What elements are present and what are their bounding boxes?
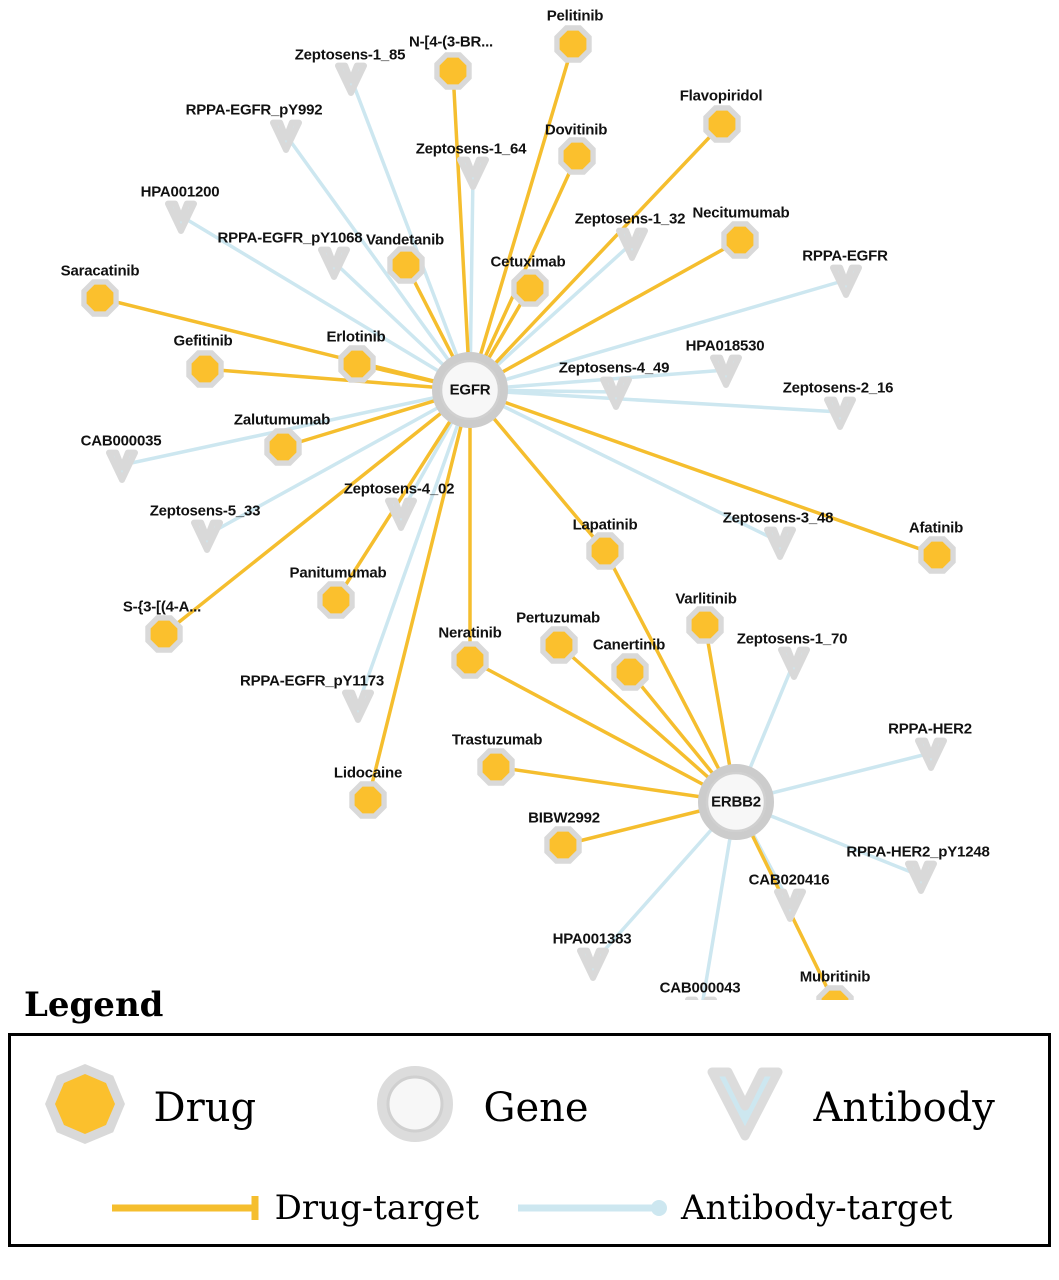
drug-node-label: Neratinib xyxy=(438,624,502,642)
antibody-node[interactable] xyxy=(603,380,629,407)
antibody-node-label: Zeptosens-4_49 xyxy=(558,359,670,377)
drug-node-label: Pelitinib xyxy=(546,7,604,25)
drug-node-label: Zalutumumab xyxy=(233,411,331,429)
antibody-node-label: Zeptosens-1_70 xyxy=(736,630,848,648)
antibody-node[interactable] xyxy=(388,501,414,528)
drug-node[interactable] xyxy=(148,618,179,649)
drug-node[interactable] xyxy=(921,539,952,570)
drug-node-label: Canertinib xyxy=(592,636,666,654)
gene-node-icon xyxy=(360,1058,470,1158)
drug-node[interactable] xyxy=(724,224,755,255)
antibody-node[interactable] xyxy=(168,204,194,231)
drug-node-label: Vandetanib xyxy=(365,231,445,249)
drug-node-label: Necitumumab xyxy=(692,204,790,222)
drug-node-label: BIBW2992 xyxy=(528,809,600,827)
drug-node-label: Lidocaine xyxy=(333,764,403,782)
drug-node-label: Cetuximab xyxy=(490,253,566,271)
antibody-node[interactable] xyxy=(713,358,739,385)
drug-node-label: Dovitinib xyxy=(544,121,608,139)
legend-label-antibody-target: Antibody-target xyxy=(680,1188,953,1228)
antibody-node-label: HPA001383 xyxy=(552,930,632,948)
antibody-node[interactable] xyxy=(833,268,859,295)
legend-label-drug-target: Drug-target xyxy=(274,1188,479,1228)
antibody-node[interactable] xyxy=(460,160,486,187)
antibody-node-icon xyxy=(690,1058,800,1158)
antibody-node[interactable] xyxy=(345,693,371,720)
antibody-node-label: HPA018530 xyxy=(685,337,765,355)
drug-node-label: Flavopiridol xyxy=(679,87,763,105)
drug-node-label: Mubritinib xyxy=(799,968,871,986)
antibody-node[interactable] xyxy=(827,400,853,427)
antibody-node-label: Zeptosens-2_16 xyxy=(782,379,894,397)
antibody-node[interactable] xyxy=(918,741,944,768)
legend-item-antibody xyxy=(690,1058,1030,1158)
legend-title: Legend xyxy=(24,985,164,1025)
drug-node[interactable] xyxy=(561,140,592,171)
antibody-node-label: RPPA-HER2_pY1248 xyxy=(846,843,990,861)
drug-node-label: Panitumumab xyxy=(289,564,387,582)
antibody-node-label: Zeptosens-1_32 xyxy=(574,210,686,228)
legend-label-gene: Gene xyxy=(483,1085,589,1131)
antibody-node[interactable] xyxy=(194,523,220,550)
antibody-node-label: RPPA-EGFR_pY1173 xyxy=(239,672,385,690)
drug-node[interactable] xyxy=(437,55,468,86)
legend-edge-row xyxy=(11,1188,1048,1228)
drug-node-label: N-[4-(3-BR... xyxy=(408,33,494,51)
antibody-node-label: CAB020416 xyxy=(748,871,830,889)
drug-node[interactable] xyxy=(589,535,620,566)
antibody-node-label: Zeptosens-1_64 xyxy=(415,140,527,158)
antibody-target-edge-icon xyxy=(513,1191,673,1225)
drug-node[interactable] xyxy=(454,644,485,675)
antibody-node-label: HPA001200 xyxy=(140,183,220,201)
drug-node-icon xyxy=(30,1058,140,1158)
antibody-node-label: CAB000035 xyxy=(80,432,162,450)
drug-node[interactable] xyxy=(267,431,298,462)
drug-node-label: Varlitinib xyxy=(675,590,737,608)
antibody-node[interactable] xyxy=(777,892,803,919)
drug-node-label: Pertuzumab xyxy=(516,609,600,627)
antibody-node[interactable] xyxy=(781,650,807,677)
legend xyxy=(0,985,1059,1247)
drug-node-label: Lapatinib xyxy=(572,516,638,534)
antibody-node-label: Zeptosens-3_48 xyxy=(722,509,834,527)
drug-node[interactable] xyxy=(614,656,645,687)
antibody-node[interactable] xyxy=(908,864,934,891)
drug-node[interactable] xyxy=(352,784,383,815)
drug-node-label: Erlotinib xyxy=(326,328,386,346)
drug-target-edge xyxy=(453,71,470,390)
legend-node-row xyxy=(11,1058,1048,1158)
antibody-node[interactable] xyxy=(619,231,645,258)
legend-item-antibody-target xyxy=(513,1188,952,1228)
gene-node-label: EGFR xyxy=(449,381,491,399)
antibody-node[interactable] xyxy=(338,66,364,93)
drug-node-label: Trastuzumab xyxy=(451,731,543,749)
drug-node[interactable] xyxy=(557,28,588,59)
legend-item-gene xyxy=(360,1058,690,1158)
drug-node[interactable] xyxy=(320,584,351,615)
drug-node[interactable] xyxy=(390,249,421,280)
drug-node[interactable] xyxy=(706,108,737,139)
drug-node-label: Gefitinib xyxy=(173,332,233,350)
antibody-node-label: RPPA-HER2 xyxy=(888,720,972,738)
antibody-node-label: RPPA-EGFR xyxy=(802,247,888,265)
legend-label-antibody: Antibody xyxy=(813,1085,995,1131)
drug-node[interactable] xyxy=(543,629,574,660)
legend-item-drug xyxy=(30,1058,360,1158)
antibody-node-label: RPPA-EGFR_pY992 xyxy=(185,101,323,119)
antibody-node[interactable] xyxy=(109,453,135,480)
antibody-node-label: CAB000043 xyxy=(659,979,741,997)
legend-label-drug: Drug xyxy=(153,1085,257,1131)
legend-item-drug-target xyxy=(107,1188,479,1228)
drug-node[interactable] xyxy=(514,272,545,303)
antibody-node-label: RPPA-EGFR_pY1068 xyxy=(217,229,363,247)
drug-node-label: Saracatinib xyxy=(60,262,140,280)
gene-node-label: ERBB2 xyxy=(711,793,761,811)
legend-box xyxy=(8,1033,1051,1247)
drug-node[interactable] xyxy=(341,348,372,379)
antibody-node-label: Zeptosens-1_85 xyxy=(294,46,406,64)
drug-node[interactable] xyxy=(547,829,578,860)
drug-node-label: Afatinib xyxy=(908,519,964,537)
antibody-node[interactable] xyxy=(767,530,793,557)
drug-node[interactable] xyxy=(189,353,220,384)
drug-node[interactable] xyxy=(84,282,115,313)
drug-target-edge-icon xyxy=(107,1191,267,1225)
drug-node[interactable] xyxy=(689,609,720,640)
antibody-node-label: Zeptosens-5_33 xyxy=(149,502,261,520)
drug-node-label: S-{3-[(4-A... xyxy=(122,598,202,616)
antibody-node-label: Zeptosens-4_02 xyxy=(343,480,455,498)
drug-node[interactable] xyxy=(480,751,511,782)
antibody-node[interactable] xyxy=(580,951,606,978)
